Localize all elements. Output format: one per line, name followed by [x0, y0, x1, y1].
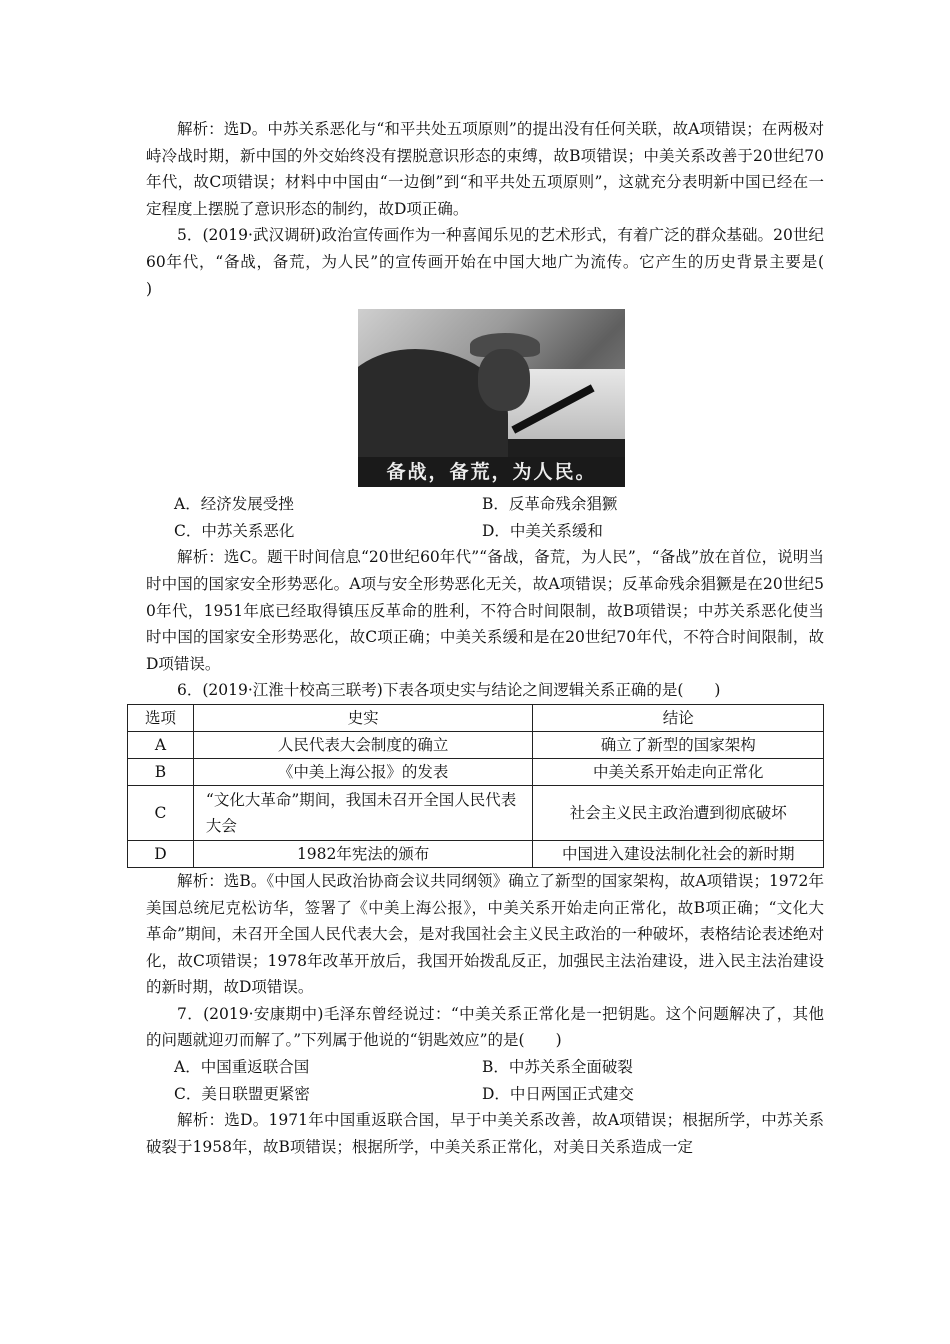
table-row — [128, 758, 824, 785]
q7-options — [146, 1054, 824, 1107]
q5-options — [146, 491, 824, 544]
q6-stem: 6．(2019·江淮十校高三联考)下表各项史实与结论之间逻辑关系正确的是( ) — [177, 681, 721, 700]
table-row — [128, 840, 824, 867]
q7-option-b: B．中苏关系全面破裂 — [482, 1058, 633, 1077]
q5-option-d: D．中美关系缓和 — [482, 521, 603, 540]
q5-analysis: 解析：选C。题干时间信息“20世纪60年代”“备战，备荒，为人民”，“备战”放在首位，说明当时中国的国家安全形势恶化。A项与安全形势恶化无关，故A项错误；反革命残余猖獗是在20世纪50年代，1951年底已经取得镇压反革命的胜利，不符合时间限制，故B项错误；中苏关系恶化使当时中国的国家安全形势恶化，故C项正确；中美关系缓和是在20世纪70年代，不符合时间限制，故D项错误。 — [146, 548, 824, 673]
q7-option-c: C．美日联盟更紧密 — [174, 1084, 310, 1103]
q6-analysis: 解析：选B。《中国人民政治协商会议共同纲领》确立了新型的国家架构，故A项错误；1972年美国总统尼克松访华，签署了《中美上海公报》，中美关系开始走向正常化，故B项正确；“文化大革命”期间，未召开全国人民代表大会，是对我国社会主义民主政治的一种破坏，表格结论表述绝对化，故C项错误；1978年改革开放后，我国开始拨乱反正，加强民主法治建设，进入民主法治建设的新时期，故D项错误。 — [146, 871, 824, 997]
table-cell: 人民代表大会制度的确立 — [193, 731, 533, 758]
q6-table — [127, 704, 824, 868]
q5-stem: 5．(2019·武汉调研)政治宣传画作为一种喜闻乐见的艺术形式，有着广泛的群众基础。20世纪60年代，“备战，备荒，为人民”的宣传画开始在中国大地广为流传。它产生的历史背景主要是( ) — [146, 226, 856, 298]
q4-analysis: 解析：选D。中苏关系恶化与“和平共处五项原则”的提出没有任何关联，故A项错误；在两极对峙冷战时期，新中国的外交始终没有摆脱意识形态的束缚，故B项错误；中美关系改善于20世纪70年代，故C项错误；材料中中国由“一边倒”到“和平共处五项原则”，这就充分表明新中国已经在一定程度上摆脱了意识形态的制约，故D项正确。 — [146, 120, 824, 218]
table-cell: C — [128, 785, 194, 840]
table-header-conclusion: 结论 — [533, 704, 824, 731]
q7-option-d: D．中日两国正式建交 — [482, 1084, 634, 1103]
table-header-fact: 史实 — [193, 704, 533, 731]
table-cell: B — [128, 758, 194, 785]
table-row — [128, 785, 824, 840]
table-cell: 《中美上海公报》的发表 — [193, 758, 533, 785]
table-cell: D — [128, 840, 194, 867]
table-cell: 中美关系开始走向正常化 — [533, 758, 824, 785]
table-row — [128, 731, 824, 758]
table-cell: 社会主义民主政治遭到彻底破坏 — [533, 785, 824, 840]
q5-option-a: A．经济发展受挫 — [174, 495, 294, 514]
propaganda-poster-image — [358, 309, 625, 487]
q7-analysis: 解析：选D。1971年中国重返联合国，早于中美关系改善，故A项错误；根据所学，中苏关系破裂于1958年，故B项错误；根据所学，中美关系正常化，对美日关系造成一定 — [146, 1111, 824, 1156]
q5-option-b: B．反革命残余猖獗 — [482, 495, 618, 514]
table-cell: 1982年宪法的颁布 — [193, 840, 533, 867]
q7-stem: 7．(2019·安康期中)毛泽东曾经说过：“中美关系正常化是一把钥匙。这个问题解决了，其他的问题就迎刃而解了。”下列属于他说的“钥匙效应”的是( ) — [146, 1004, 824, 1050]
table-cell: “文化大革命”期间，我国未召开全国人民代表大会 — [193, 785, 533, 840]
table-header-option: 选项 — [128, 704, 194, 731]
table-cell: 中国进入建设法制化社会的新时期 — [533, 840, 824, 867]
table-cell: 确立了新型的国家架构 — [533, 731, 824, 758]
table-cell: A — [128, 731, 194, 758]
document-page — [144, 116, 856, 1160]
table-header-row — [128, 704, 824, 731]
poster-soldier-head — [478, 349, 530, 411]
q7-option-a: A．中国重返联合国 — [174, 1058, 310, 1077]
poster-caption: 备战，备荒，为人民。 — [358, 457, 625, 487]
q5-option-c: C．中苏关系恶化 — [174, 521, 295, 540]
